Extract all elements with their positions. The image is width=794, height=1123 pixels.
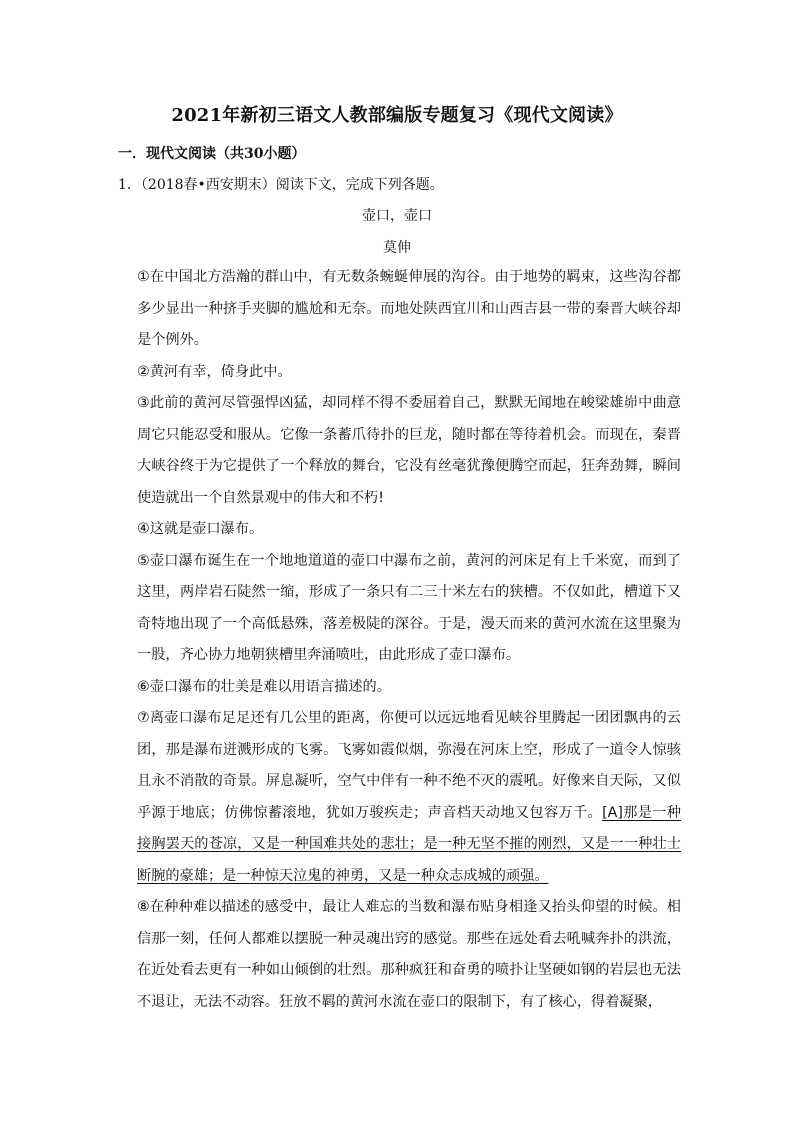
article-title: 壶口，壶口	[362, 208, 432, 224]
paragraph-8: ⑧在种种难以描述的感受中，最让人难忘的当数和瀑布贴身相逢又抬头仰望的时候。相信那一刻，任何人都难以摆脱一种灵魂出窍的感觉。那些在远处看去吼喊奔扑的洪流，在近处看去更有一种如山倾倒的壮烈。那种疯狂和奋勇的喷扑让坚硬如钢的岩层也无法不退让，无法不动容。狂放不羁的黄河水流在壶口的限制下，有了核心，得着凝聚，	[137, 899, 681, 1010]
article-body	[137, 262, 681, 1018]
paragraph-7-text: ⑦离壶口瀑布足足还有几公里的距离，你便可以远远地看见峡谷里腾起一团团飘冉的云团，那是瀑布迸溅形成的飞雾。飞雾如霞似烟，弥漫在河床上空，形成了一道令人惊骇且永不消散的奇景。屏息凝听，空气中伴有一种不绝不灭的震吼。好像来自天际，又似乎源于地底；仿佛惊蓄滚地，犹如万骏疾走；声音档天动地又包容万千。	[137, 710, 681, 821]
section-heading: 一．现代文阅读（共30小题）	[118, 146, 306, 162]
paragraph-7	[137, 703, 681, 892]
underlined-passage-a: [A]那是一种接胸罢天的苍凉，又是一种国难共处的悲壮；是一种无坚不摧的刚烈，又是一一种壮士断腕的豪雄；是一种惊天泣鬼的神勇，又是一种众志成城的顽强。	[137, 804, 681, 884]
article-author: 莫伸	[383, 240, 411, 256]
paragraph-1: ①在中国北方浩瀚的群山中，有无数条蜿蜒伸展的沟谷。由于地势的羁束，这些沟谷都多少显出一种挤手夹脚的尴尬和无奈。而地处陕西宜川和山西吉县一带的秦晋大峡谷却是个例外。	[137, 269, 681, 348]
paragraph-3: ③此前的黄河尽管强悍凶猛，却同样不得不委屈着自己，默默无闻地在峻梁雄峁中曲意周它只能忍受和服从。它像一条蓄爪待扑的巨龙，随时都在等待着机会。而现在，秦晋大峡谷终于为它提供了一个释放的舞台，它没有丝毫犹豫便腾空而起，狂奔劲舞，瞬间使造就出一个自然景观中的伟大和不朽!	[137, 395, 681, 506]
paragraph-4: ④这就是壶口瀑布。	[137, 521, 264, 537]
document-title: 2021年新初三语文人教部编版专题复习《现代文阅读》	[171, 105, 623, 126]
paragraph-6: ⑥壶口瀑布的壮美是难以用语言描述的。	[137, 678, 391, 695]
paragraph-2: ②黄河有幸，倚身此中。	[137, 363, 292, 380]
paragraph-5: ⑤壶口瀑布诞生在一个地地道道的壶口中瀑布之前，黄河的河床足有上千米宽，而到了这里，两岸岩石陡然一缩，形成了一条只有二三十米左右的狭槽。不仅如此，槽道下又奇特地出现了一个高低悬殊，落差极陡的深谷。于是，漫天而来的黄河水流在这里聚为一股，齐心协力地朝狭槽里奔涌喷吐，由此形成了壶口瀑布。	[137, 552, 681, 663]
question-intro: 1．（2018春•西安期末）阅读下文，完成下列各题。	[118, 177, 444, 193]
